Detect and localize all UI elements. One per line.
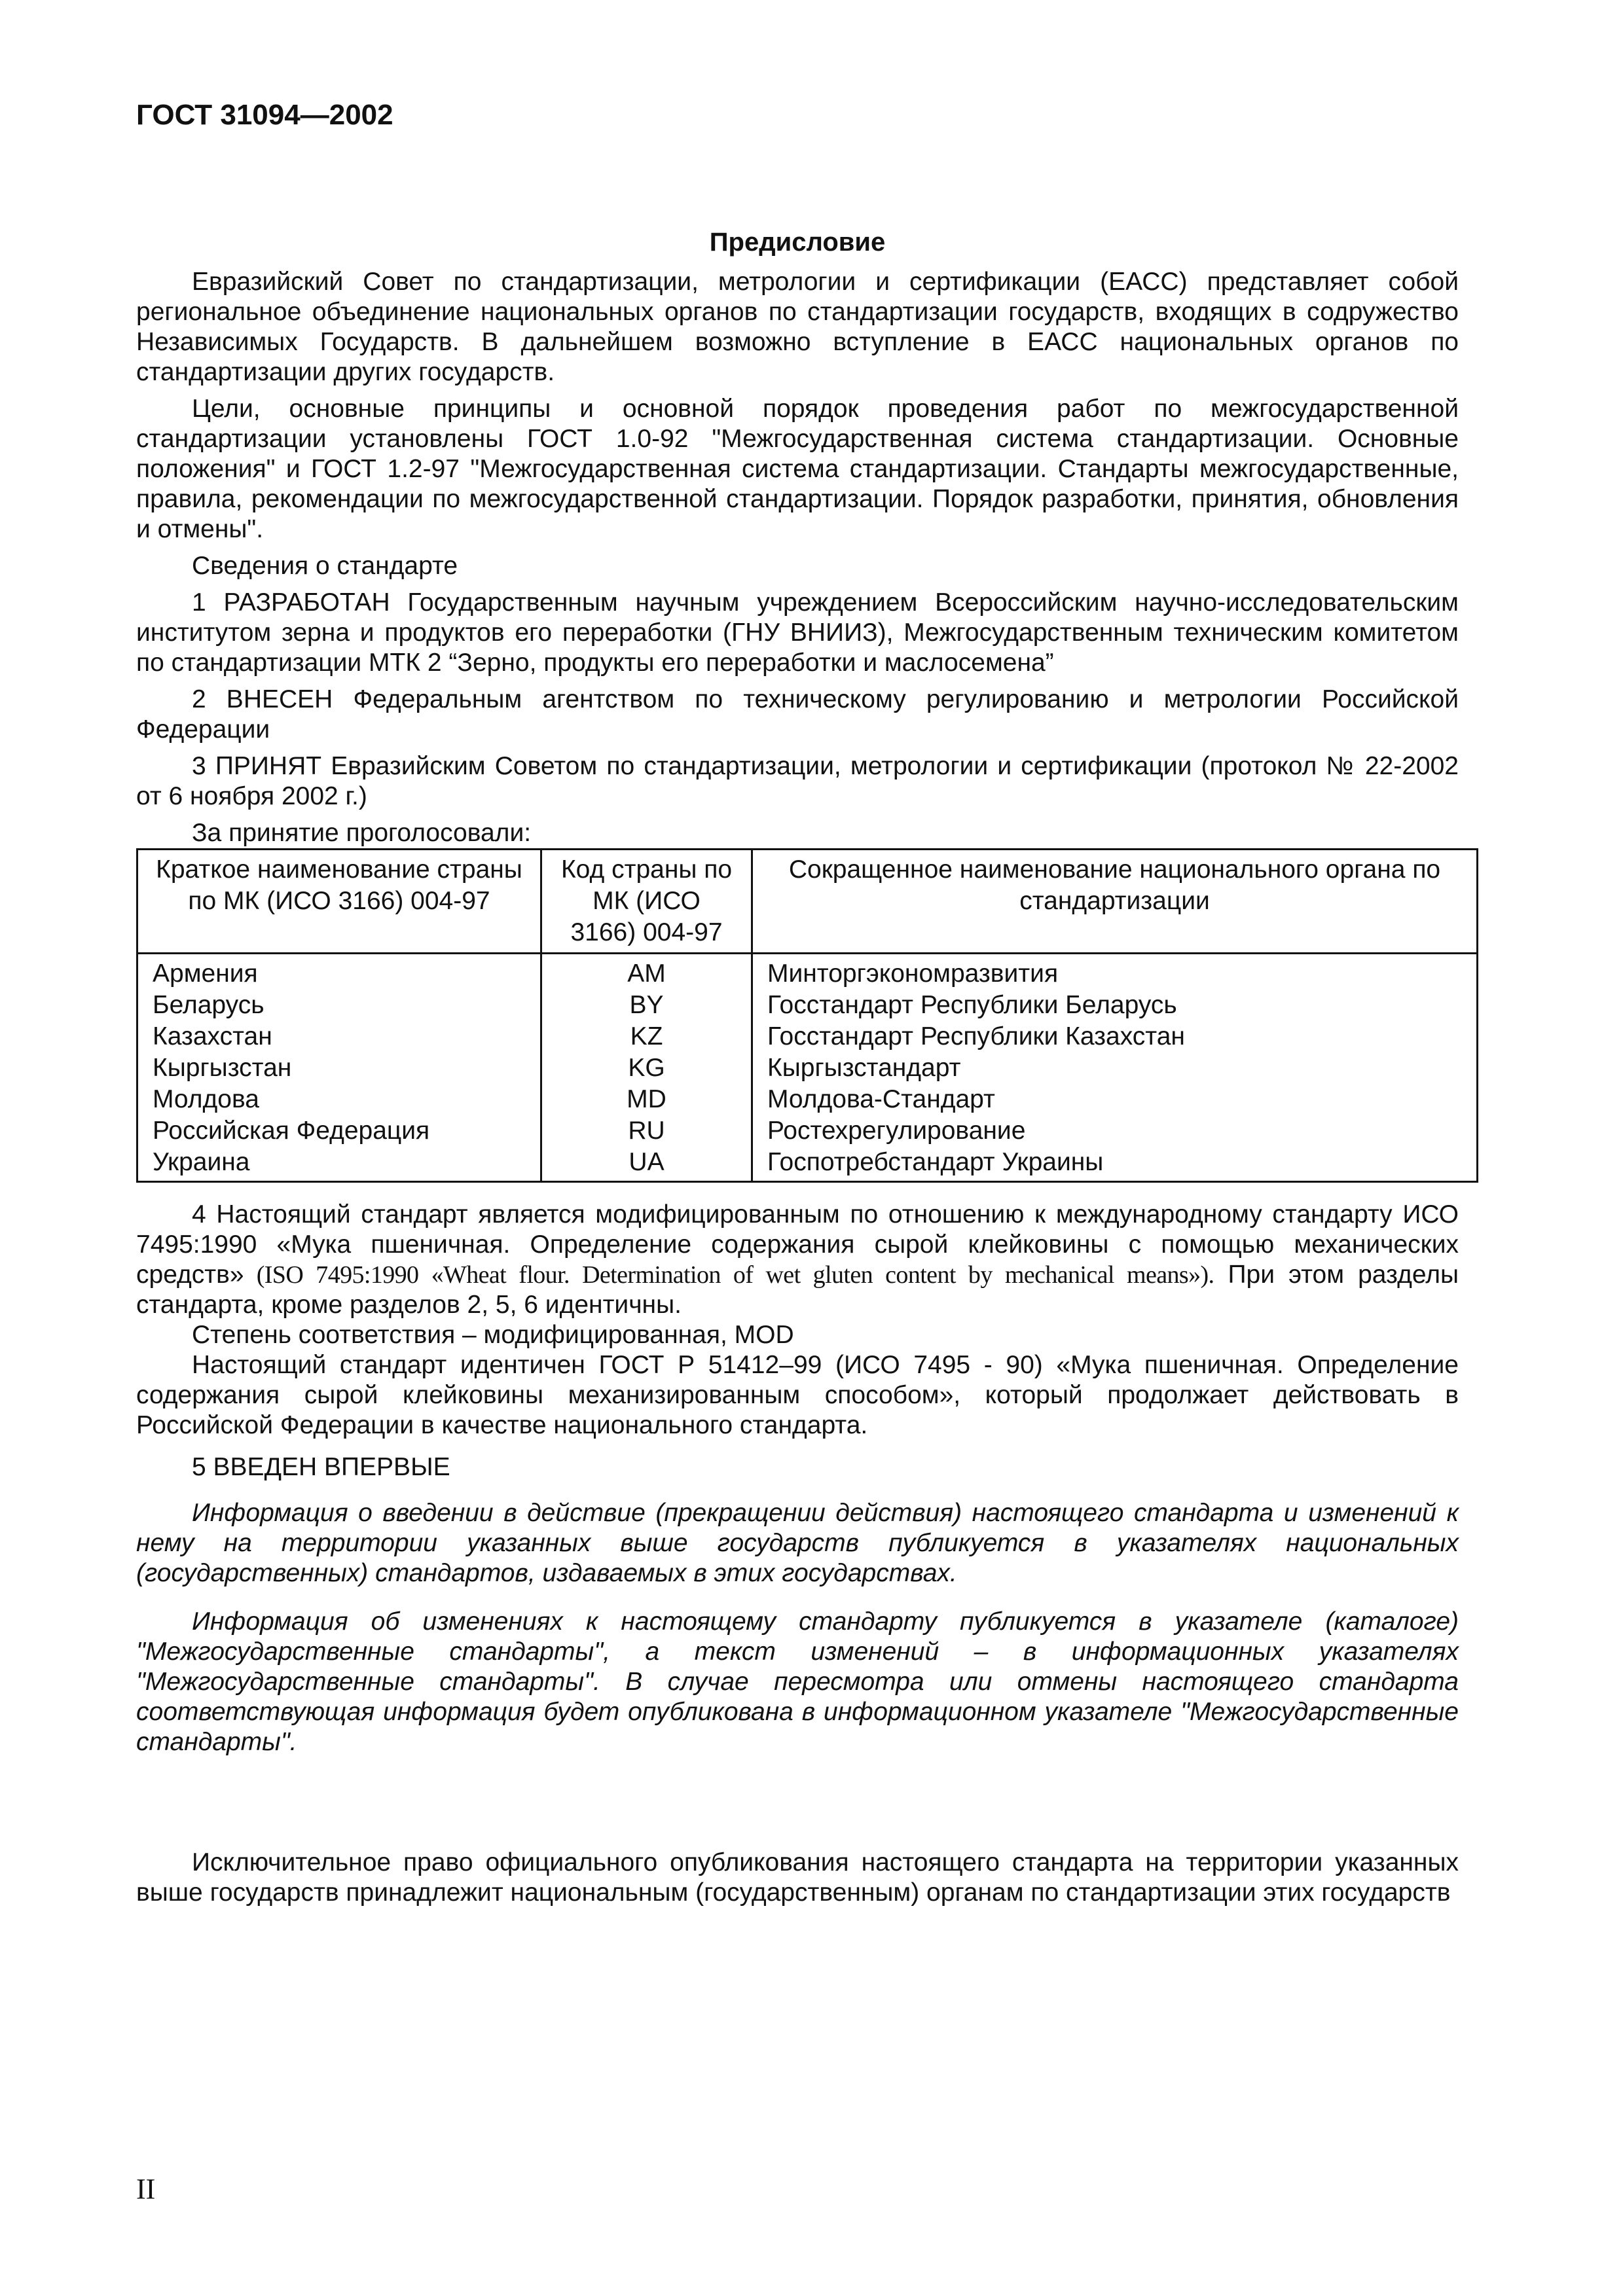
header-country-name: Краткое наименование страны по МК (ИСО 3166) 004-97 bbox=[137, 850, 541, 954]
foreword-section bbox=[136, 226, 1459, 1914]
cell-org: Молдова-Стандарт bbox=[752, 1084, 1478, 1115]
spacer bbox=[136, 1776, 1459, 1848]
page-number: II bbox=[136, 2173, 156, 2205]
exclusive-rights-notice: Исключительное право официального опубликования настоящего стандарта на территории указанных выше государств принадлежит национальным (государственным) органам по стандартизации этих государств bbox=[136, 1848, 1459, 1907]
voting-table bbox=[136, 848, 1478, 1183]
iso-original-title: (ISO 7495:1990 «Wheat flour. Determination of wet gluten content by mechanical means»). bbox=[244, 1261, 1214, 1289]
vote-intro: За принятие проголосовали: bbox=[192, 819, 532, 847]
table-header-row bbox=[137, 850, 1478, 954]
cell-code: UA bbox=[541, 1147, 752, 1182]
identical-standard-note: Настоящий стандарт идентичен ГОСТ Р 51412–99 (ИСО 7495 - 90) «Мука пшеничная. Определение содержания сырой клейковины механизированным способом», который продолжает действовать в Российской Федерации в качестве национального стандарта. bbox=[136, 1351, 1459, 1439]
cell-country: Армения bbox=[137, 954, 541, 990]
foreword-paragraph-2: Цели, основные принципы и основной порядок проведения работ по межгосударственной стандартизации установлены ГОСТ 1.0-92 "Межгосударственная система стандартизации. Основные положения" и ГОСТ 1.2-97 "Межгосударственная система стандартизации. Стандарты межгосударственные, правила, рекомендации по межгосударственной стандартизации. Порядок разработки, принятия, обновления и отмены". bbox=[136, 395, 1459, 543]
modification-text: 4 Настоящий стандарт является модифицированным по отношению к международному стандарту ИСО 7495:1990 «Мука пшеничная. Определение содержания сырой клейковины с помощью механических средств» bbox=[136, 1200, 1459, 1289]
table-row bbox=[137, 1052, 1478, 1084]
foreword-title: Предисловие bbox=[709, 228, 886, 257]
modification-item bbox=[136, 1200, 1459, 1320]
cell-org: Госстандарт Республики Беларусь bbox=[752, 990, 1478, 1021]
cell-org: Госстандарт Республики Казахстан bbox=[752, 1021, 1478, 1052]
cell-code: BY bbox=[541, 990, 752, 1021]
cell-org: Ростехрегулирование bbox=[752, 1115, 1478, 1147]
info-notice-2: Информация об изменениях к настоящему стандарту публикуется в указателе (каталоге) "Межгосударственные стандарты", а текст изменений – в информационных указателях "Межгосударственные стандарты". В случае пересмотра или отмены настоящего стандарта соответствующая информация будет опубликована в информационном указателе "Межгосударственные стандарты". bbox=[136, 1607, 1459, 1756]
cell-code: KG bbox=[541, 1052, 752, 1084]
cell-code: AM bbox=[541, 954, 752, 990]
cell-org: Кыргызстандарт bbox=[752, 1052, 1478, 1084]
introduced-first-item: 5 ВВЕДЕН ВПЕРВЫЕ bbox=[192, 1453, 450, 1481]
table-row bbox=[137, 1084, 1478, 1115]
table-row bbox=[137, 954, 1478, 990]
developed-by-item: 1 РАЗРАБОТАН Государственным научным учреждением Всероссийским научно-исследовательским институтом зерна и продуктов его переработки (ГНУ ВНИИЗ), Межгосударственным техническим комитетом по стандартизации МТК 2 “Зерно, продукты его переработки и маслосемена” bbox=[136, 588, 1459, 677]
cell-code: KZ bbox=[541, 1021, 752, 1052]
cell-country: Кыргызстан bbox=[137, 1052, 541, 1084]
cell-code: MD bbox=[541, 1084, 752, 1115]
cell-country: Украина bbox=[137, 1147, 541, 1182]
cell-country: Российская Федерация bbox=[137, 1115, 541, 1147]
cell-country: Беларусь bbox=[137, 990, 541, 1021]
standard-code: ГОСТ 31094—2002 bbox=[136, 99, 393, 131]
foreword-paragraph-1: Евразийский Совет по стандартизации, метрологии и сертификации (ЕАСС) представляет собой региональное объединение национальных органов по стандартизации государств, входящих в содружество Независимых Государств. В дальнейшем возможно вступление в ЕАСС национальных органов по стандартизации других государств. bbox=[136, 268, 1459, 386]
cell-country: Молдова bbox=[137, 1084, 541, 1115]
introduced-by-item: 2 ВНЕСЕН Федеральным агентством по техническому регулированию и метрологии Российской Федерации bbox=[136, 685, 1459, 744]
standard-info-heading: Сведения о стандарте bbox=[192, 552, 458, 580]
cell-org: Минторгэкономразвития bbox=[752, 954, 1478, 990]
modification-sections: При этом разделы стандарта, кроме разделов 2, 5, 6 идентичны. bbox=[136, 1261, 1459, 1319]
cell-country: Казахстан bbox=[137, 1021, 541, 1052]
conformity-degree: Степень соответствия – модифицированная, MOD bbox=[192, 1321, 794, 1349]
header-country-code: Код страны по МК (ИСО 3166) 004-97 bbox=[541, 850, 752, 954]
cell-org: Госпотребстандарт Украины bbox=[752, 1147, 1478, 1182]
header-standards-body: Сокращенное наименование национального органа по стандартизации bbox=[752, 850, 1478, 954]
table-row bbox=[137, 1147, 1478, 1182]
adopted-by-item: 3 ПРИНЯТ Евразийским Советом по стандартизации, метрологии и сертификации (протокол № 22-2002 от 6 ноября 2002 г.) bbox=[136, 752, 1459, 810]
table-row bbox=[137, 1021, 1478, 1052]
info-notice-1: Информация о введении в действие (прекращении действия) настоящего стандарта и изменений к нему на территории указанных выше государств публикуется в указателях национальных (государственных) стандартов, издаваемых в этих государствах. bbox=[136, 1499, 1459, 1587]
table-row bbox=[137, 990, 1478, 1021]
cell-code: RU bbox=[541, 1115, 752, 1147]
table-row bbox=[137, 1115, 1478, 1147]
